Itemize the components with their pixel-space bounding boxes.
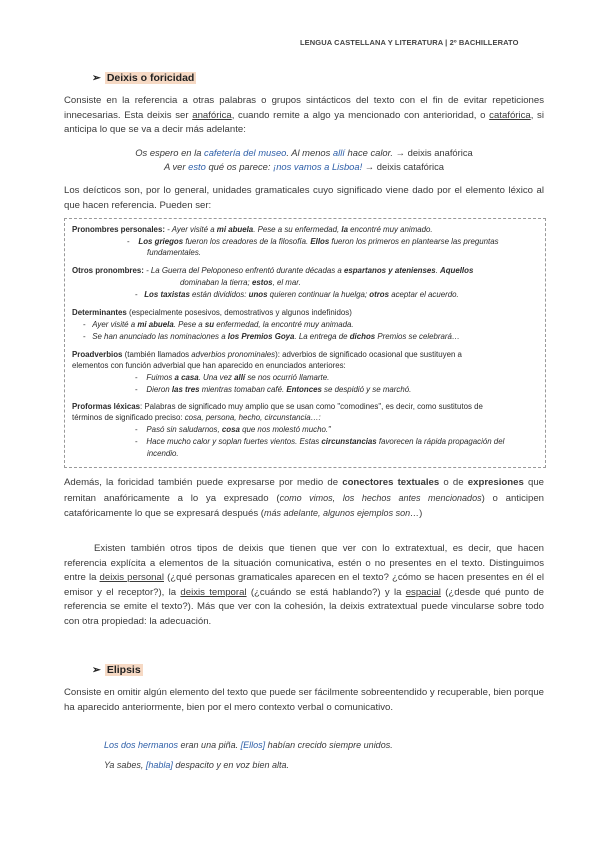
- proadverbios-line1: Proadverbios (también llamados adverbios pronominales): adverbios de significado ocasional que sustituyen a: [72, 350, 462, 359]
- page-header: LENGUA CASTELLANA Y LITERATURA | 2º BACHILLERATO: [300, 38, 519, 47]
- ademas-paragraph: Además, la foricidad también puede expresarse por medio de conectores textuales o de expresiones que remitan anafóricamente a lo ya expresado (como vimos, los hechos antes mencionados) o anticipen catafóricamente lo que se expresará después (más adelante, algunos ejemplos son…): [64, 477, 545, 520]
- proformas-line4: - Hace mucho calor y soplan fuertes vientos. Estas circunstancias favorecen la rápida propagación del: [135, 437, 505, 446]
- elipsis-example-2: Ya sabes, [habla] despacito y en voz bien alta.: [104, 760, 289, 770]
- proadverbios-line4: - Dieron las tres mientras tomaban café. Entonces se despidió y se marchó.: [135, 385, 412, 394]
- determinantes-line2: - Ayer visité a mi abuela. Pese a su enfermedad, la encontré muy animada.: [83, 320, 354, 329]
- section-title-text: Elipsis: [106, 664, 141, 676]
- proadverbios-line2: elementos con función adverbial que han aparecido en enunciados anteriores:: [72, 361, 346, 370]
- pron-personales-line1: Pronombres personales: - Ayer visité a mi abuela. Pese a su enfermedad, la encontré muy animado.: [72, 225, 433, 234]
- proformas-line3: - Pasó sin saludarnos, cosa que nos molestó mucho.": [135, 425, 331, 434]
- section-title-elipsis: [92, 664, 143, 676]
- proformas-line1: Proformas léxicas: Palabras de significado muy amplio que se usan como "comodines", es decir, como sustitutos de: [72, 402, 483, 411]
- term-anaforica: anafórica: [192, 109, 232, 121]
- proadverbios-line3: - Fuimos a casa. Una vez allí se nos ocurrió llamarte.: [135, 373, 330, 382]
- otros-pron-line2: dominaban la tierra; estos, el mar.: [180, 278, 301, 287]
- example-anaforica: Os espero en la cafetería del museo. Al menos allí hace calor. → deixis anafórica: [135, 147, 473, 158]
- arrow-bullet-icon: ➢: [92, 664, 101, 676]
- deixis-intro-paragraph: Consiste en la referencia a otras palabras o grupos sintácticos del texto con el fin de evitar repeticiones innecesarias. Esta deixis ser anafórica, cuando remite a algo ya mencionado con anterioridad, o catafórica, si anticipa lo que se va a decir más adelante:: [64, 95, 544, 136]
- otros-pron-line3: - Los taxistas están divididos: unos quieren continuar la huelga; otros aceptar el acuerdo.: [135, 290, 459, 299]
- section-title-deixis: [92, 72, 196, 84]
- elipsis-example-1: Los dos hermanos eran una piña. [Ellos] habían crecido siempre unidos.: [104, 740, 393, 750]
- determinantes-line1: Determinantes (especialmente posesivos, demostrativos y algunos indefinidos): [72, 308, 352, 317]
- otros-pron-line1: Otros pronombres: - La Guerra del Peloponeso enfrentó durante décadas a espartanos y atenienses. Aquellos: [72, 266, 474, 275]
- section-title-text: Deixis o foricidad: [106, 72, 195, 84]
- deicticos-types-box: [64, 218, 546, 468]
- proformas-line2: términos de significado preciso: cosa, persona, hecho, circunstancia…:: [72, 413, 321, 422]
- term-catafórica: catafórica: [489, 109, 531, 121]
- pron-personales-line2: - Los griegos fueron los creadores de la filosofía. Ellos fueron los primeros en plantearse las preguntas: [127, 237, 499, 246]
- elipsis-intro-paragraph: Consiste en omitir algún elemento del texto que puede ser fácilmente sobreentendido y recuperable, bien porque ha aparecido anteriormente, bien por el mero contexto verbal o comunicativo.: [64, 687, 544, 713]
- deicticos-paragraph: Los deícticos son, por lo general, unidades gramaticales cuyo significado viene dado por el elemento léxico al que hacen referencia. Pueden ser:: [64, 185, 544, 211]
- extratextual-paragraph: Existen también otros tipos de deixis que tienen que ver con lo extratextual, es decir, que hacen referencia explícita a elementos de la situación comunicativa, estén o no presentes en el texto. Distinguimos entre la deixis personal (¿qué personas gramaticales aparecen en el texto? ¿cómo se hacen presentes en él el emisor y el receptor?), la deixis temporal (¿cuándo se está hablando?) y la espacial (¿desde qué punto de referencia se emite el texto?). Más que ver con la cohesión, la deixis extratextual puede vincularse sobre todo con otra propiedad: la adecuación.: [64, 543, 544, 627]
- arrow-bullet-icon: ➢: [92, 72, 101, 84]
- determinantes-line3: - Se han anunciado las nominaciones a los Premios Goya. La entrega de dichos Premios se celebrará…: [83, 332, 460, 341]
- pron-personales-line3: fundamentales.: [147, 248, 201, 257]
- proformas-line5: incendio.: [147, 449, 179, 458]
- example-cataforica: A ver esto qué os parece: ¡nos vamos a Lisboa! → deixis catafórica: [163, 161, 445, 172]
